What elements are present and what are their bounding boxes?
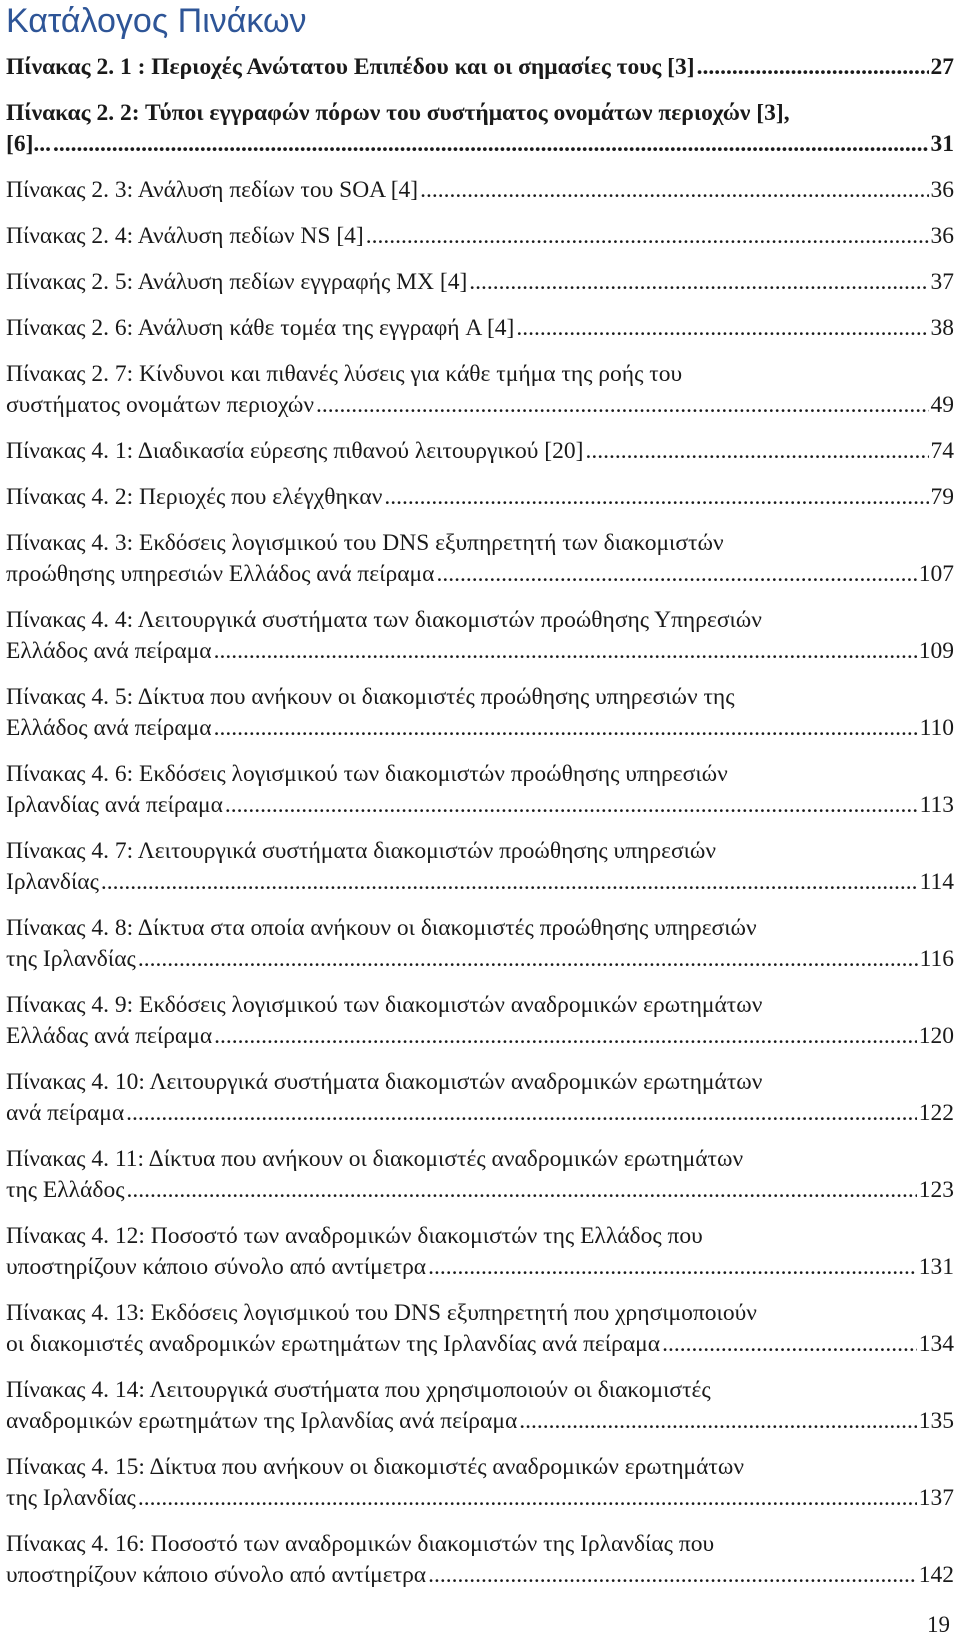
toc-entry-title-line: Πίνακας 4. 11: Δίκτυα που ανήκουν οι διακομιστές αναδρομικών ερωτημάτων (6, 1146, 744, 1172)
toc-entry-page-number: 137 (918, 1485, 954, 1511)
toc-entry-page-number: 74 (930, 438, 954, 464)
toc-entry-page-number: 113 (919, 792, 954, 818)
toc-entry-title-line: Πίνακας 4. 14: Λειτουργικά συστήματα που χρησιμοποιούν οι διακομιστές (6, 1377, 711, 1403)
toc-entry[interactable] (6, 913, 954, 975)
toc-entry-title-line: Πίνακας 4. 12: Ποσοστό των αναδρομικών διακομιστών της Ελλάδος που (6, 1223, 703, 1249)
toc-entry[interactable] (6, 836, 954, 898)
toc-entry-title-line: Πίνακας 4. 10: Λειτουργικά συστήματα διακομιστών αναδρομικών ερωτημάτων (6, 1069, 763, 1095)
toc-entry-row (6, 175, 954, 206)
toc-entry-row (6, 867, 954, 898)
toc-entry[interactable] (6, 1452, 954, 1514)
toc-entry-page-number: 36 (930, 223, 954, 249)
toc-entry-page-number: 27 (930, 54, 954, 80)
toc-entry-row (6, 390, 954, 421)
dot-leader (127, 1175, 917, 1206)
toc-entry-title-line: Πίνακας 4. 13: Εκδόσεις λογισμικού του DNS εξυπηρετητή που χρησιμοποιούν (6, 1300, 757, 1326)
toc-entry-title: Πίνακας 2. 4: Ανάλυση πεδίων NS [4] (6, 223, 364, 249)
toc-entry-page-number: 36 (930, 177, 954, 203)
toc-entry-row (6, 1483, 954, 1514)
toc-entry-title: της Ιρλανδίας (6, 1485, 136, 1511)
toc-entry-page-number: 37 (930, 269, 954, 295)
dot-leader (214, 1021, 917, 1052)
toc-entry-page-number: 134 (918, 1331, 954, 1357)
dot-leader (126, 1098, 917, 1129)
dot-leader (214, 636, 917, 667)
toc-entry-row (6, 436, 954, 467)
toc-entry[interactable] (6, 1221, 954, 1283)
toc-entry-title: προώθησης υπηρεσιών Ελλάδος ανά πείραμα (6, 561, 435, 587)
toc-entry-title: Πίνακας 2. 6: Ανάλυση κάθε τομέα της εγγραφή A [4] (6, 315, 515, 341)
toc-entry[interactable] (6, 267, 954, 298)
dot-leader (428, 1252, 917, 1283)
dot-leader (519, 1406, 916, 1437)
toc-entry-page-number: 79 (930, 484, 954, 510)
toc-entry-title-line: Πίνακας 4. 15: Δίκτυα που ανήκουν οι διακομιστές αναδρομικών ερωτημάτων (6, 1454, 744, 1480)
toc-entry-title: αναδρομικών ερωτημάτων της Ιρλανδίας ανά πείραμα (6, 1408, 518, 1434)
toc-entry-title: Ιρλανδίας ανά πείραμα (6, 792, 223, 818)
toc-entry[interactable] (6, 221, 954, 252)
toc-entry[interactable] (6, 359, 954, 421)
toc-entry-title: υποστηρίζουν κάποιο σύνολο από αντίμετρα (6, 1254, 427, 1280)
toc-entry[interactable] (6, 313, 954, 344)
toc-entry-row (6, 1560, 954, 1591)
toc-entry[interactable] (6, 52, 954, 83)
toc-entry-row (6, 221, 954, 252)
list-of-tables (6, 52, 954, 1591)
toc-entry-title: Πίνακας 2. 3: Ανάλυση πεδίων του SOA [4] (6, 177, 419, 203)
dot-leader (516, 313, 928, 344)
toc-entry-title: Ελλάδας ανά πείραμα (6, 1023, 213, 1049)
toc-entry-title-line: Πίνακας 2. 7: Κίνδυνοι και πιθανές λύσεις για κάθε τμήμα της ροής του (6, 361, 683, 387)
toc-entry-page-number: 114 (919, 869, 954, 895)
toc-entry[interactable] (6, 1529, 954, 1591)
dot-leader (384, 482, 928, 513)
toc-entry-title-line: Πίνακας 4. 4: Λειτουργικά συστήματα των διακομιστών προώθησης Υπηρεσιών (6, 607, 762, 633)
dot-leader (366, 221, 929, 252)
toc-entry[interactable] (6, 528, 954, 590)
toc-entry-title-line: Πίνακας 4. 3: Εκδόσεις λογισμικού του DNS εξυπηρετητή των διακομιστών (6, 530, 724, 556)
toc-entry-page-number: 107 (918, 561, 954, 587)
dot-leader (697, 52, 929, 83)
toc-entry-title: της Ελλάδος (6, 1177, 125, 1203)
toc-entry[interactable] (6, 98, 954, 160)
toc-entry[interactable] (6, 605, 954, 667)
toc-entry-title-line: Πίνακας 4. 6: Εκδόσεις λογισμικού των διακομιστών προώθησης υπηρεσιών (6, 761, 728, 787)
toc-entry[interactable] (6, 1375, 954, 1437)
dot-leader (469, 267, 928, 298)
toc-entry-row (6, 790, 954, 821)
toc-entry-title: Πίνακας 4. 1: Διαδικασία εύρεσης πιθανού λειτουργικού [20] (6, 438, 584, 464)
toc-entry-page-number: 122 (918, 1100, 954, 1126)
toc-entry-title: Ελλάδος ανά πείραμα (6, 638, 212, 664)
toc-entry-page-number: 131 (918, 1254, 954, 1280)
toc-entry-row (6, 1406, 954, 1437)
toc-entry-page-number: 135 (918, 1408, 954, 1434)
document-page (6, 0, 954, 1606)
toc-entry-title: ανά πείραμα (6, 1100, 125, 1126)
toc-entry-page-number: 116 (919, 946, 954, 972)
dot-leader (214, 713, 918, 744)
toc-entry[interactable] (6, 1144, 954, 1206)
dot-leader (138, 1483, 917, 1514)
toc-entry-row (6, 267, 954, 298)
toc-entry[interactable] (6, 990, 954, 1052)
page-number: 19 (927, 1612, 950, 1637)
toc-entry-row (6, 482, 954, 513)
toc-entry-row (6, 1098, 954, 1129)
toc-entry-row (6, 1175, 954, 1206)
toc-entry-row (6, 559, 954, 590)
toc-entry-row (6, 944, 954, 975)
toc-entry-title-line: Πίνακας 4. 16: Ποσοστό των αναδρομικών διακομιστών της Ιρλανδίας που (6, 1531, 715, 1557)
toc-entry-row (6, 1329, 954, 1360)
toc-entry-row (6, 636, 954, 667)
toc-entry[interactable] (6, 482, 954, 513)
toc-entry-title: Πίνακας 2. 1 : Περιοχές Ανώτατου Επιπέδου και οι σημασίες τους [3] (6, 54, 695, 80)
toc-entry[interactable] (6, 436, 954, 467)
toc-entry-title: Ιρλανδίας (6, 869, 99, 895)
dot-leader (420, 175, 928, 206)
dot-leader (585, 436, 928, 467)
toc-entry-title: Πίνακας 2. 5: Ανάλυση πεδίων εγγραφής MX [4] (6, 269, 468, 295)
toc-entry[interactable] (6, 1298, 954, 1360)
toc-entry-title-line: Πίνακας 2. 2: Τύποι εγγραφών πόρων του συστήματος ονομάτων περιοχών [3], (6, 100, 790, 126)
toc-entry-page-number: 142 (918, 1562, 954, 1588)
toc-entry-title-line: Πίνακας 4. 7: Λειτουργικά συστήματα διακομιστών προώθησης υπηρεσιών (6, 838, 717, 864)
dot-leader (225, 790, 918, 821)
toc-entry-title-line: Πίνακας 4. 5: Δίκτυα που ανήκουν οι διακομιστές προώθησης υπηρεσιών της (6, 684, 735, 710)
toc-entry-page-number: 110 (919, 715, 954, 741)
toc-entry-page-number: 31 (930, 131, 954, 157)
toc-entry-row (6, 52, 954, 83)
toc-entry[interactable] (6, 759, 954, 821)
dot-leader (662, 1329, 917, 1360)
toc-entry-title-line: Πίνακας 4. 9: Εκδόσεις λογισμικού των διακομιστών αναδρομικών ερωτημάτων (6, 992, 763, 1018)
toc-entry-title: Ελλάδος ανά πείραμα (6, 715, 212, 741)
toc-entry-title: συστήματος ονομάτων περιοχών (6, 392, 314, 418)
toc-entry-title: υποστηρίζουν κάποιο σύνολο από αντίμετρα (6, 1562, 427, 1588)
toc-entry[interactable] (6, 175, 954, 206)
toc-entry-row (6, 313, 954, 344)
toc-entry-page-number: 49 (930, 392, 954, 418)
toc-entry[interactable] (6, 682, 954, 744)
toc-entry-title: [6]... (6, 131, 52, 157)
toc-entry-row (6, 1252, 954, 1283)
toc-entry-title-line: Πίνακας 4. 8: Δίκτυα στα οποία ανήκουν οι διακομιστές προώθησης υπηρεσιών (6, 915, 757, 941)
dot-leader (436, 559, 916, 590)
toc-entry-row (6, 713, 954, 744)
toc-entry[interactable] (6, 1067, 954, 1129)
page-title: Κατάλογος Πινάκων (6, 2, 307, 40)
toc-entry-title: οι διακομιστές αναδρομικών ερωτημάτων της Ιρλανδίας ανά πείραμα (6, 1331, 661, 1357)
toc-entry-row (6, 1021, 954, 1052)
dot-leader (101, 867, 918, 898)
toc-entry-page-number: 109 (918, 638, 954, 664)
toc-entry-page-number: 123 (918, 1177, 954, 1203)
dot-leader (428, 1560, 917, 1591)
toc-entry-page-number: 38 (930, 315, 954, 341)
dot-leader (138, 944, 918, 975)
dot-leader (53, 129, 928, 160)
toc-entry-page-number: 120 (918, 1023, 954, 1049)
toc-entry-row (6, 129, 954, 160)
dot-leader (316, 390, 929, 421)
toc-entry-title: Πίνακας 4. 2: Περιοχές που ελέγχθηκαν (6, 484, 383, 510)
toc-entry-title: της Ιρλανδίας (6, 946, 136, 972)
